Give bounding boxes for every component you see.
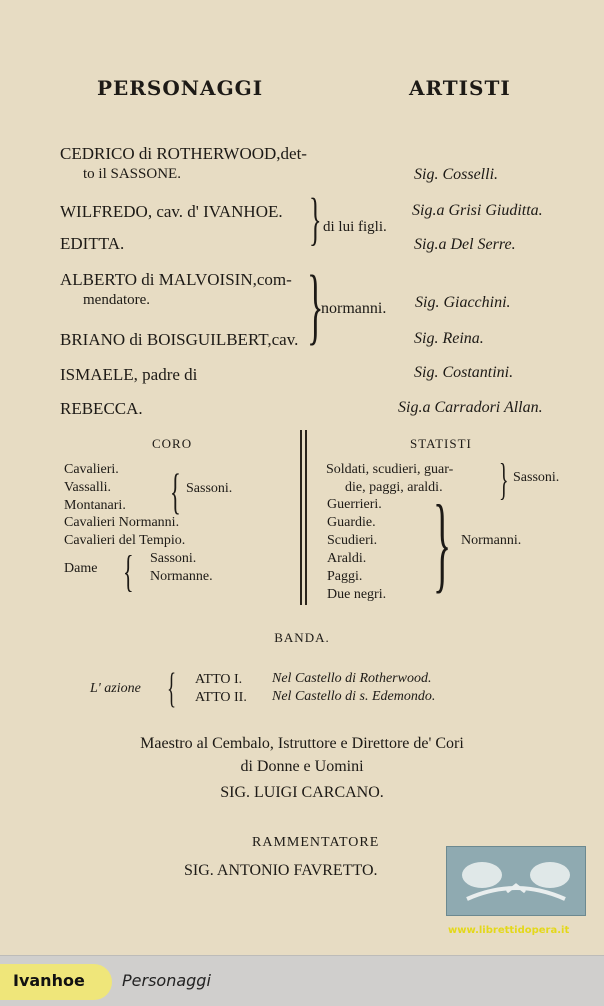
rammentatore-title: RAMMENTATORE: [252, 835, 380, 850]
artist-del-serre: Sig.a Del Serre.: [414, 236, 516, 253]
artist-cosselli: Sig. Cosselli.: [414, 166, 499, 183]
azione-atto2: ATTO II.: [195, 690, 247, 705]
cast-alberto-line1: ALBERTO di MALVOISIN,com-: [60, 270, 292, 289]
header-artisti: ARTISTI: [409, 76, 511, 100]
coro-title: CORO: [152, 436, 193, 451]
artist-giacchini: Sig. Giacchini.: [415, 294, 511, 311]
coro-dame-normanne: Normanne.: [150, 569, 213, 584]
statisti-guerrieri: Guerrieri.: [327, 497, 382, 512]
artist-grisi: Sig.a Grisi Giuditta.: [412, 202, 543, 219]
statisti-scudieri: Scudieri.: [327, 533, 378, 548]
cherubs-ornament-icon: [447, 847, 585, 915]
coro-sassoni: Sassoni.: [186, 481, 233, 496]
statisti-normanni: Normanni.: [461, 533, 522, 548]
watermark-url[interactable]: www.librettidopera.it: [448, 925, 570, 936]
artist-reina: Sig. Reina.: [414, 330, 484, 347]
artist-carradori: Sig.a Carradori Allan.: [398, 399, 543, 416]
footer-title-tab[interactable]: [0, 964, 112, 1000]
coro-cavalieri-tempio: Cavalieri del Tempio.: [64, 533, 186, 548]
statisti-line2: die, paggi, araldi.: [345, 480, 443, 495]
brace-normanni: }: [307, 257, 324, 353]
watermark-logo: [446, 846, 586, 916]
azione-atto2-place: Nel Castello di s. Edemondo.: [272, 689, 436, 704]
azione-atto1: ATTO I.: [195, 672, 243, 687]
coro-vassalli: Vassalli.: [64, 480, 112, 495]
coro-dame-sassoni: Sassoni.: [150, 551, 197, 566]
coro-dame: Dame: [64, 561, 98, 576]
brace-dame: {: [123, 547, 134, 596]
cast-briano: BRIANO di BOISGUILBERT,cav.: [60, 330, 299, 349]
statisti-guardie: Guardie.: [327, 515, 376, 530]
brace-coro-sassoni: {: [170, 463, 181, 519]
statisti-sassoni: Sassoni.: [513, 470, 560, 485]
statisti-line1: Soldati, scudieri, guar-: [326, 462, 454, 477]
brace-figli: }: [309, 186, 322, 251]
cast-editta: EDITTA.: [60, 234, 125, 253]
footer-subtitle: Personaggi: [122, 971, 211, 990]
rammentatore-name: SIG. ANTONIO FAVRETTO.: [184, 862, 378, 879]
coro-cavalieri: Cavalieri.: [64, 462, 119, 477]
coro-montanari: Montanari.: [64, 498, 126, 513]
brace-statisti-sassoni: }: [499, 455, 509, 504]
brace-azione: {: [167, 666, 177, 712]
statisti-araldi: Araldi.: [327, 551, 367, 566]
statisti-title: STATISTI: [410, 436, 472, 451]
cast-cedrico-line1: CEDRICO di ROTHERWOOD,det-: [60, 144, 307, 163]
cast-wilfredo: WILFREDO, cav. d' IVANHOE.: [60, 202, 283, 221]
statisti-paggi: Paggi.: [327, 569, 363, 584]
header-personaggi: PERSONAGGI: [97, 76, 264, 100]
cast-ismaele: ISMAELE, padre di: [60, 365, 198, 384]
column-divider: [300, 430, 302, 605]
maestro-name: SIG. LUIGI CARCANO.: [220, 784, 384, 801]
cast-rebecca: REBECCA.: [60, 399, 143, 418]
brace-statisti-normanni: }: [433, 484, 452, 603]
maestro-line1: Maestro al Cembalo, Istruttore e Direttore de' Cori: [140, 735, 464, 752]
coro-cavalieri-normanni: Cavalieri Normanni.: [64, 515, 180, 530]
banda: BANDA.: [274, 630, 330, 645]
cast-cedrico-line2: to il SASSONE.: [83, 166, 181, 182]
column-divider-2: [305, 430, 307, 605]
footer-title: Ivanhoe: [13, 971, 85, 990]
azione-label: L' azione: [90, 681, 141, 696]
statisti-due-negri: Due negri.: [327, 587, 387, 602]
footer-bar: [0, 955, 604, 1006]
azione-atto1-place: Nel Castello di Rotherwood.: [272, 671, 432, 686]
artist-costantini: Sig. Costantini.: [414, 364, 514, 381]
brace-normanni-label: normanni.: [321, 300, 387, 317]
cast-alberto-line2: mendatore.: [83, 292, 151, 308]
brace-figli-label: di lui figli.: [323, 219, 387, 235]
maestro-line2: di Donne e Uomini: [240, 758, 364, 775]
